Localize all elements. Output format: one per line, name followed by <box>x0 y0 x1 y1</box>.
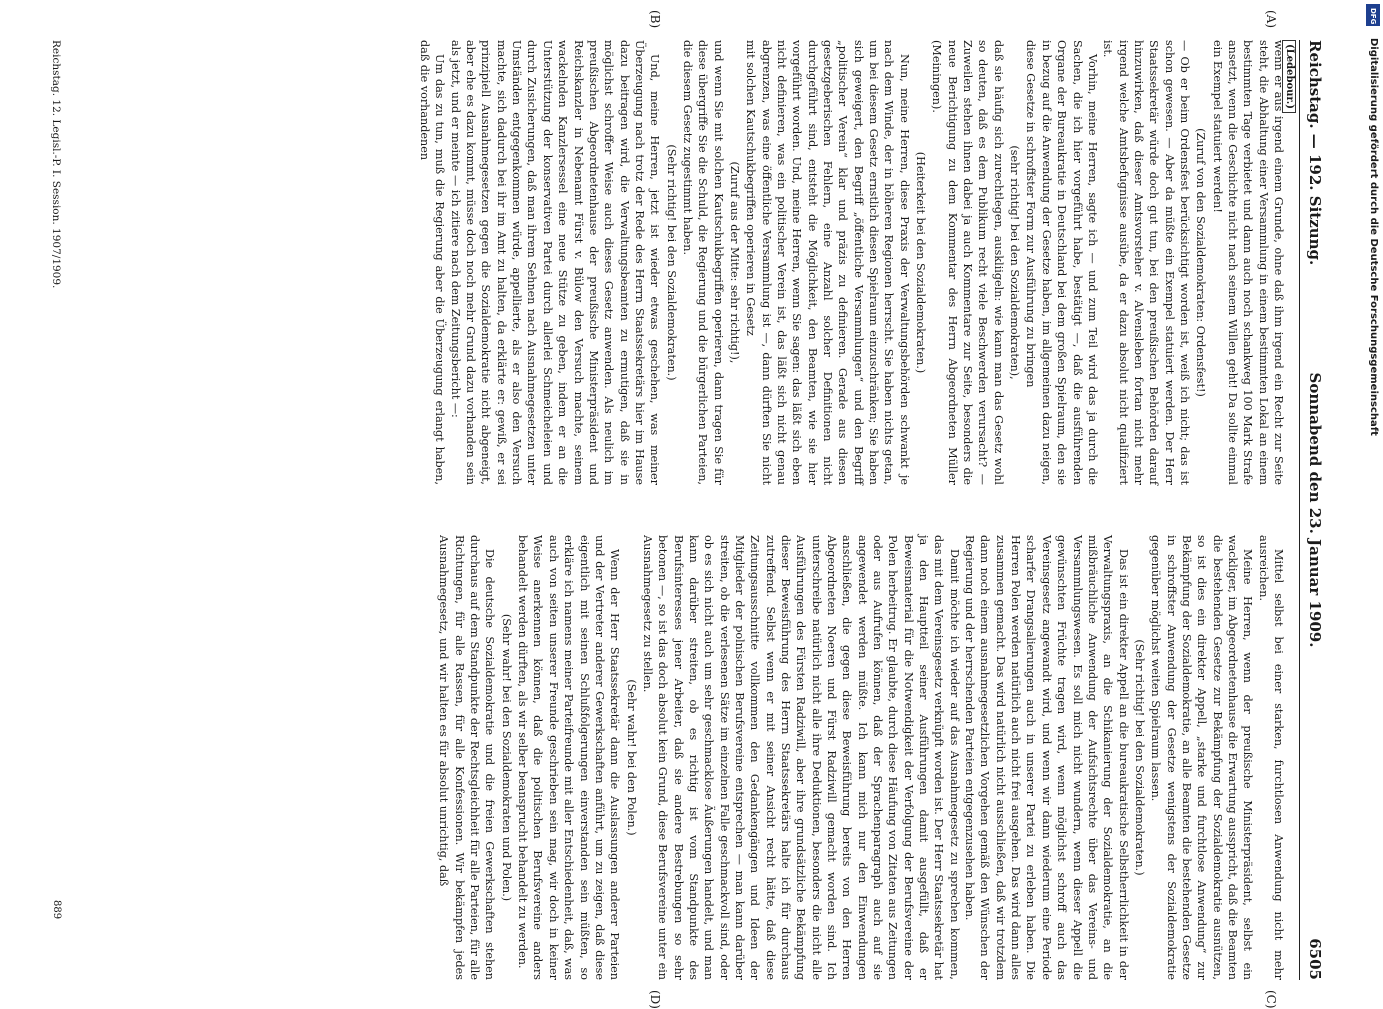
signature-mark: 889 <box>51 900 62 920</box>
paragraph: Damit möchte ich wieder auf das Ausnahmegesetz zu sprechen kommen, das mit dem Vereinsgesetz verknüpft worden ist. Der Herr Staatssekretär hat ja den Hauptteil seiner Ausführungen damit ausgefüllt, daß er Beweismaterial für die Notwendigkeit der Verfolgung der Berufsvereine der Polen herbeitrug. Er glaubte, durch diese Häufung von Zitaten aus Zeitungen oder aus Aufrufen können, daß der Sprachenparagraph auch auf sie angewendet werden müßte. Ich kann mich nur den Einwendungen anschließen, die gegen diese Beweisführung bereits von den Herren Abgeordneten Noeren und Fürst Radziwill gemacht worden sind. Ich unterschreibe natürlich nicht alle ihre Deduktionen, besonders die nicht alle Ausführungen des Fürsten Radziwill, aber ihre grundsätzliche Bekämpfung dieser Beweisführung des Herrn Staatssekretärs halte ich für durchaus zutreffend. Selbst wenn er mit seiner Ansicht recht hätte, daß diese Zeitungsausschnitte vollkommen den Gedankengängen und Ideen der Mitglieder der polnischen Berufsvereine entsprechen — man kann darüber streiten, ob die verlesenen Sätze im einzelnen Falle geschmackvoll sind, oder ob es sich nicht auch um sehr geschmacklose Äußerungen handelt, und man kann darüber streiten, ob es richtig ist vom Standpunkte des Berufsinteresses jener Arbeiter, daß sie andere Bestrebungen so sehr betonen —, so ist das doch absolut kein Grund, diese Berufsvereine unter ein Ausnahmegesetz zu stellen. <box>640 535 961 980</box>
header-center: Sonnabend den 23. Januar 1909. <box>1306 372 1324 648</box>
paragraph: Das ist ein direkter Appell an die bureaukratische Selbstherrlichkeit in der Verwaltungspraxis, an die Schikanierung der Sozialdemokratie, an die mißbräuchliche Anwendung der Aufsichtsrechte über das Vereins- und Versammlungswesen. Es soll mich nicht wundern, wenn dieser Appell die gewünschten Früchte tragen wird, wenn möglichst schroff auch das Vereinsgesetz angewandt wird, und wenn wir dann wiederum eine Periode scharfer Drangsalierungen auch in unserer Partei zu erleben haben. Die Herren Polen werden natürlich auch nicht frei ausgehen. Das wird dann alles zusammen gemacht. Das wird natürlich nicht ausschließen, daß wir trotzdem dann noch einem ausnahmegesetzlichen Vorgehen gemäß den Wünschen der Regierung und der herrschenden Parteien entgegenzusehen haben. <box>963 535 1130 980</box>
reichstag-page <box>30 10 1330 1009</box>
page-header <box>1299 40 1330 980</box>
paragraph: Die deutsche Sozialdemokratie und die freien Gewerkschaften stehen durchaus auf dem Standpunkte der Rechtsgleichheit für alle Parteien, für alle Richtungen, für alle Rassen, für alle Konfessionen. Wir bekämpfen jedes Ausnahmegesetz, und wir halten es für absolut unrichtig, daß <box>437 535 497 980</box>
marker-a: (A) <box>1264 10 1278 29</box>
interjection: (Sehr richtig! bei den Sozialdemokraten.) <box>664 144 678 381</box>
dfg-badge-text: DFG <box>1369 8 1377 25</box>
interjection: (sehr richtig! bei den Sozialdemokraten), <box>1008 145 1022 380</box>
left-column <box>86 40 1286 485</box>
side-note <box>1355 8 1383 1000</box>
paragraph: und wenn Sie mit solchen Kautschukbegriffen operieren, dann tragen Sie für diese übergriffe Sie die Schuld, die Regierung und die bürgerlichen Parteien, die diesem Gesetz zugestimmt haben. <box>680 40 725 485</box>
marker-b: (B) <box>648 10 662 29</box>
paragraph: Um das zu tun, muß die Regierung aber die Überzeugung erlangt haben, daß die vorhandenen <box>418 40 447 485</box>
side-note-text: Digitalisierung gefördert durch die Deutsche Forschungsgemeinschaft <box>1368 38 1379 436</box>
paragraph: Wenn der Herr Staatssekretär dann die Auslassungen anderer Parteien und der Vertreter anderer Gewerkschaften anführt, um zu zeigen, daß diese eigentlich mit seinen Schlußfolgerungen einverstanden sein müßten, so erkläre ich namens meiner Parteifreunde mit aller Entschiedenheit, daß, was auch von seiten unserer Freunde geschrieben sein mag, wir doch in keiner Weise anerkennen können, daß die politischen Berufsvereine anders behandelt werden dürften, als wir selber beansprucht behandelt zu werden. <box>516 535 622 980</box>
paragraph: Nun, meine Herren, diese Praxis der Verwaltungsbehörden schwankt je nach dem Winde, der in höheren Regionen herrscht. Sie haben nichts getan, um bei diesem Gesetz ernstlich diesen Spielraum einzuschränken; Sie haben sich geweigert, den Begriff „öffentliche Versammlungen“ und den Begriff „politischer Verein“ klar und präzis zu definieren. Gerade aus diesen gesetzgeberischen Fehlern, eine Anzahl solcher Definitionen nicht durchgeführt sind, entsteht die Möglichkeit, den Beamten, wie sie hier vorgeführt worden. Und, meine Herren, wenn Sie sagen: das läßt sich eben nicht definieren, was ein politischer Verein ist, das läßt sich nicht genau abgrenzen, was eine öffentliche Versammlung ist —, dann dürften Sie nicht mit solchen Kautschukbegriffen operieren in Gesetz <box>744 40 911 485</box>
paragraph: Mittel selbst bei einer starken, furchtlosen Anwendung nicht mehr ausreichen. <box>1256 535 1285 980</box>
interjection: (Heiterkeit bei den Sozialdemokraten.) <box>914 151 928 374</box>
paragraph: Und, meine Herren, jetzt ist wieder etwas geschehen, was meiner Überzeugung nach trotz der Rede des Herrn Staatssekretärs hier im Hause dazu beitragen wird, die Verwaltungsbeamten zu ermutigen, daß sie in möglichst schroffer Weise auch dieses Gesetz anwenden. Als neulich im preußischen Abgeordnetenhause der preußische Ministerpräsident und Reichskanzler in Nebenamt Fürst v. Bülow den Versuch machte, seinem wackelnden Kanzlersessel eine neue Stütze zu geben, indem er an die Unterstützung der konservativen Partei durch allerlei Schmeicheleien und durch Zusicherungen, daß man ihrem Sehnen nach Ausnahmegesetzen unter Umständen entgegenkommen würde, appellierte, als er also den Versuch machte, sich dadurch bei ihr im Amt zu halten, da erklärte er: gewiß, er sei prinzipiell Ausnahmegesetzen gegen die Sozialdemokratie nicht abgeneigt, aber ehe es dazu kommt, müsse doch noch mehr Grund dazu vorhanden sein als jetzt, und er meinte — ich zitiere nach dem Zeitungsbericht —: <box>448 40 662 485</box>
dfg-badge <box>1366 4 1380 26</box>
interjection: (Sehr wahr! bei den Polen.) <box>624 679 638 836</box>
paragraph: daß sie häufig sich zurechtlegen, auskliigeln: wie kann man das Gesetz wohl so deuten, daß es dem Publikum recht viele Beschwerden verursacht? — Zuweilen stehen ihnen dabei ja auch Kommentare zur Seite, besonders die neue Berichtigung zu dem Kommentar des Herrn Abgeordneten Müller (Meiningen). <box>930 40 1005 485</box>
footer: Reichstag. 12. Legisl.-P. I. Session. 1907/1909. <box>50 40 62 289</box>
speaker-label: (Ledebour.) <box>1282 40 1296 113</box>
page-number: 6505 <box>1306 938 1324 980</box>
paragraph: — Ob er beim Ordensfest berücksichtigt worden ist, weiß ich nicht; das ist schon gewesen. — Aber da müßte ein Exempel statuiert werden. Der Herr Staatssekretär würde doch gut tun, bei den preußischen Behörden darauf hinzuwirken, daß dieser Amtsvorsteher v. Alvensleben fortan nicht mehr irgend welche Amtsbefugnisse ausübe, da er dazu absolut nicht qualifiziert ist. <box>1101 40 1191 485</box>
header-left: Reichstag. — 192. Sitzung. <box>1306 40 1324 266</box>
marker-c: (C) <box>1264 990 1278 1009</box>
right-column <box>86 535 1286 980</box>
paragraph: wenn er aus irgend einem Grunde, ohne daß ihm irgend ein Recht zur Seite steht, die Abhaltung einer Versammlung in einem bestimmten Lokal an einem bestimmten Tage verbietet und dann auch noch schankweg 100 Mark Strafe ansetzt, wenn die Geschichte nicht nach seinem Willen geht! Da sollte einmal ein Exempel statuiert werden! <box>1210 40 1285 485</box>
interjection: (Zuruf von den Sozialdemokraten: Ordensfest!) <box>1194 128 1208 397</box>
interjection: (Zuruf aus der Mitte: sehr richtig!), <box>727 161 741 364</box>
marker-d: (D) <box>648 990 662 1009</box>
interjection: (Sehr wahr! bei den Sozialdemokraten und Polen.) <box>499 613 513 902</box>
interjection: (Sehr richtig! bei den Sozialdemokraten.) <box>1132 639 1146 876</box>
paragraph: Vorhin, meine Herren, sagte ich — und zum Teil wird das ja durch die Sachen, die ich hier vorgeführt habe, bestätigt —, daß die ausführenden Organe der Bureaukratie in Deutschland bei dem großen Spielraum, den sie in bezug auf die Anwendung der Gesetze haben, im allgemeinen dazu neigen, diese Gesetze in schroffster Form zur Ausführung zu bringen <box>1024 40 1099 485</box>
paragraph: Meine Herren, wenn der preußische Ministerpräsident, selbst ein wackliger, im Abgeordnetenhause die Erwartung ausspricht, daß die Beamten die bestehenden Gesetze zur Bekämpfung der Sozialdemokratie ausnützen, so ist dies ein direkter Appell, „starke und furchtlose Anwendung“ zur Bekämpfung der Sozialdemokratie, an alle Beamten die bestehenden Gesetze in schroffster Anwendung der Gesetze wenigstens der Sozialdemokratie gegenüber möglichst weiten Spielraum lassen. <box>1149 535 1255 981</box>
